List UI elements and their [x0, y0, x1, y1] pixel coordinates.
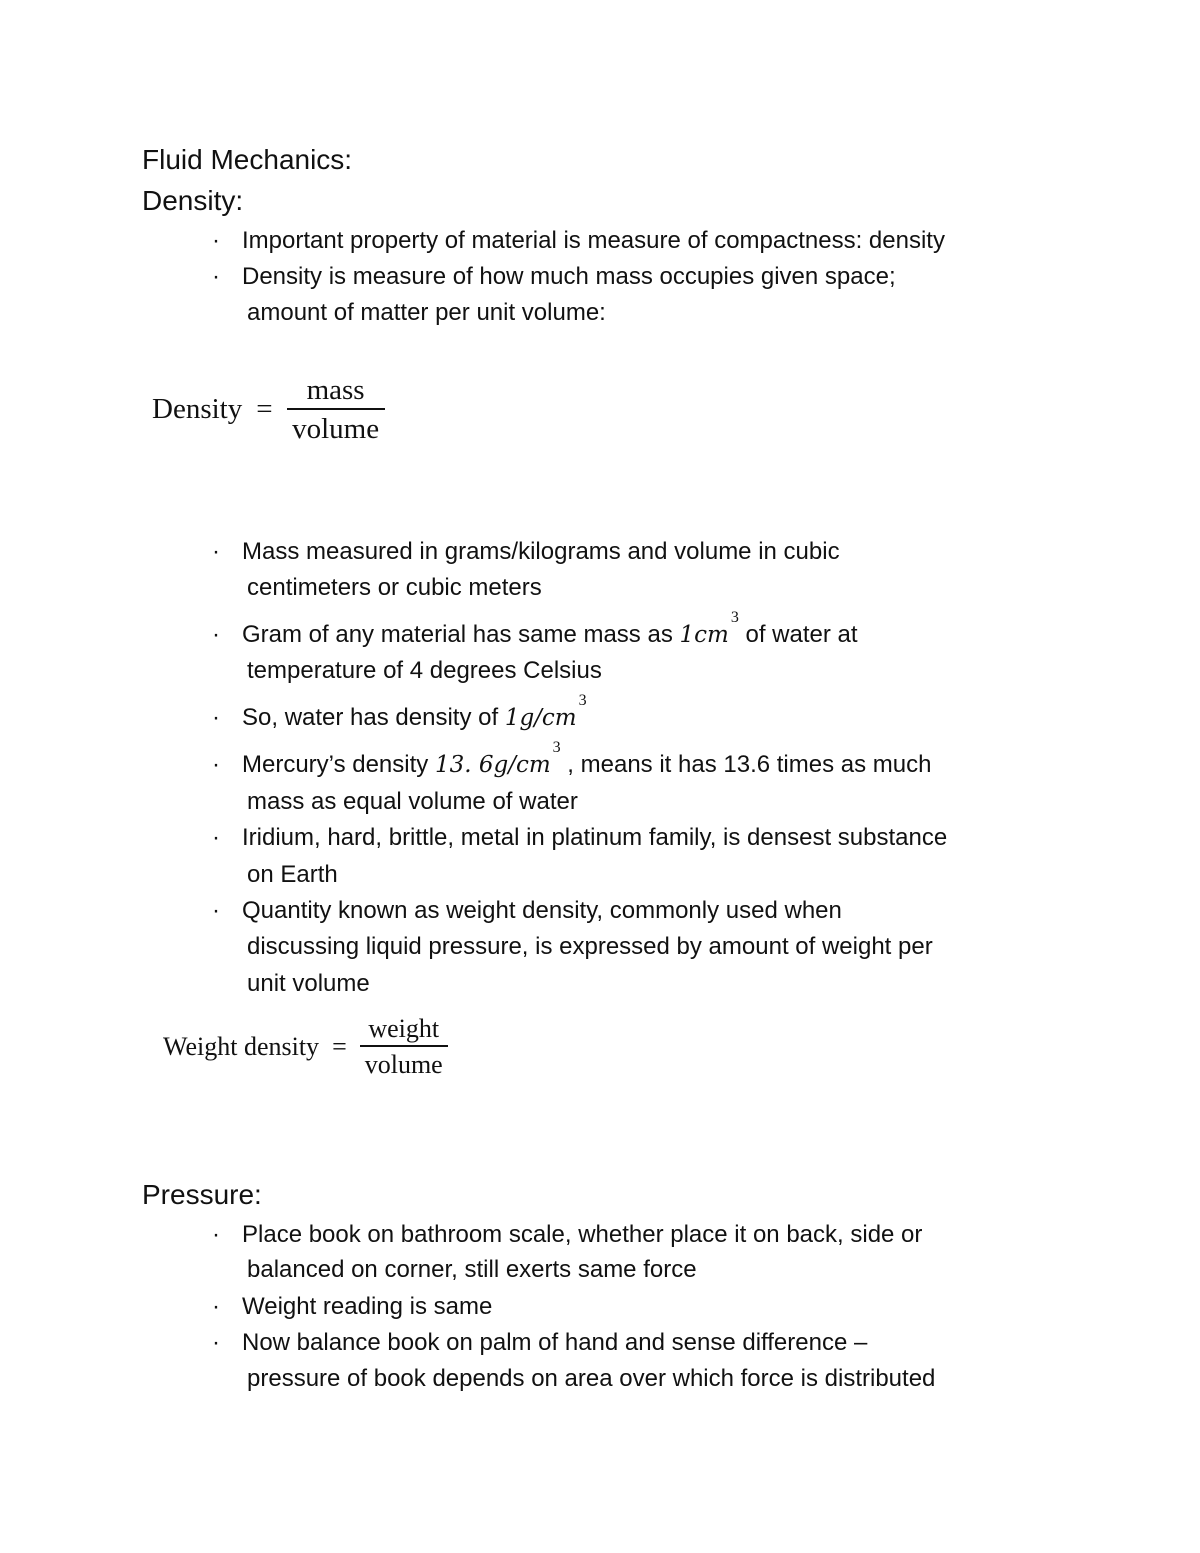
bullet-dot: · — [212, 538, 220, 565]
bullet-dot: · — [212, 1329, 220, 1356]
bullet-dot: · — [212, 227, 220, 254]
density-heading: Density: — [142, 185, 244, 216]
formula-fraction — [287, 375, 385, 445]
gram-exponent: 3 — [730, 609, 739, 626]
density-formula — [152, 375, 385, 445]
mercury-exponent: 3 — [552, 739, 561, 756]
formula-numerator: mass — [306, 374, 365, 406]
formula-numerator: weight — [368, 1014, 440, 1043]
formula-fraction — [360, 1015, 448, 1079]
bullet-water — [242, 692, 587, 739]
fraction-bar — [360, 1045, 448, 1047]
bullet-mercury — [242, 739, 932, 786]
bullet-dot: · — [212, 824, 220, 851]
pressure-heading: Pressure: — [142, 1179, 262, 1210]
bullet-weight-line3: unit volume — [247, 970, 370, 997]
gram-text-before: Gram of any material has same mass as — [242, 621, 680, 648]
document-title: Fluid Mechanics: — [142, 144, 353, 175]
water-exponent: 3 — [578, 692, 587, 709]
bullet-compactness: Important property of material is measure of compactness: density — [242, 227, 945, 254]
bullet-mass-space-line2: amount of matter per unit volume: — [247, 299, 606, 326]
water-math: 1g/cm — [504, 705, 577, 731]
formula-equals: = — [332, 1031, 347, 1061]
bullet-palm-line1: Now balance book on palm of hand and sense difference – — [242, 1329, 868, 1356]
weight-density-formula — [163, 1015, 448, 1079]
formula-denominator: volume — [364, 1050, 443, 1080]
bullet-bathroom-scale-line1: Place book on bathroom scale, whether place it on back, side or — [242, 1221, 923, 1248]
formula-denominator: volume — [292, 413, 380, 446]
bullet-bathroom-scale-line2: balanced on corner, still exerts same force — [247, 1256, 697, 1283]
bullet-mass-units-line1: Mass measured in grams/kilograms and volume in cubic — [242, 538, 840, 565]
formula-lhs: Weight density — [163, 1031, 320, 1061]
bullet-dot: · — [212, 897, 220, 924]
bullet-palm-line2: pressure of book depends on area over which force is distributed — [247, 1365, 936, 1392]
bullet-dot: · — [212, 704, 220, 731]
bullet-dot: · — [212, 263, 220, 290]
water-text-before: So, water has density of — [242, 704, 505, 731]
bullet-dot: · — [212, 1221, 220, 1248]
bullet-weight-reading: Weight reading is same — [242, 1293, 493, 1320]
bullet-dot: · — [212, 1293, 220, 1320]
bullet-weight-line2: discussing liquid pressure, is expressed by amount of weight per — [247, 933, 933, 960]
bullet-mercury-line2: mass as equal volume of water — [247, 788, 578, 815]
formula-lhs: Density — [152, 393, 243, 426]
bullet-mass-units-line2: centimeters or cubic meters — [247, 574, 542, 601]
formula-equals: = — [256, 393, 273, 426]
bullet-iridium-line2: on Earth — [247, 861, 338, 888]
bullet-iridium-line1: Iridium, hard, brittle, metal in platinum family, is densest substance — [242, 824, 948, 851]
gram-text-after: of water at — [738, 621, 858, 648]
bullet-weight-line1: Quantity known as weight density, commonly used when — [242, 897, 842, 924]
mercury-math: 13. 6g/cm — [434, 752, 551, 778]
bullet-gram-line2: temperature of 4 degrees Celsius — [247, 657, 602, 684]
bullet-gram — [242, 609, 858, 656]
bullet-dot: · — [212, 751, 220, 778]
bullet-mass-space-line1: Density is measure of how much mass occupies given space; — [242, 263, 896, 290]
mercury-text-before: Mercury’s density — [242, 751, 435, 778]
gram-math: 1cm — [679, 622, 729, 648]
fraction-bar — [287, 408, 385, 410]
bullet-dot: · — [212, 621, 220, 648]
mercury-text-after: , means it has 13.6 times as much — [560, 751, 932, 778]
